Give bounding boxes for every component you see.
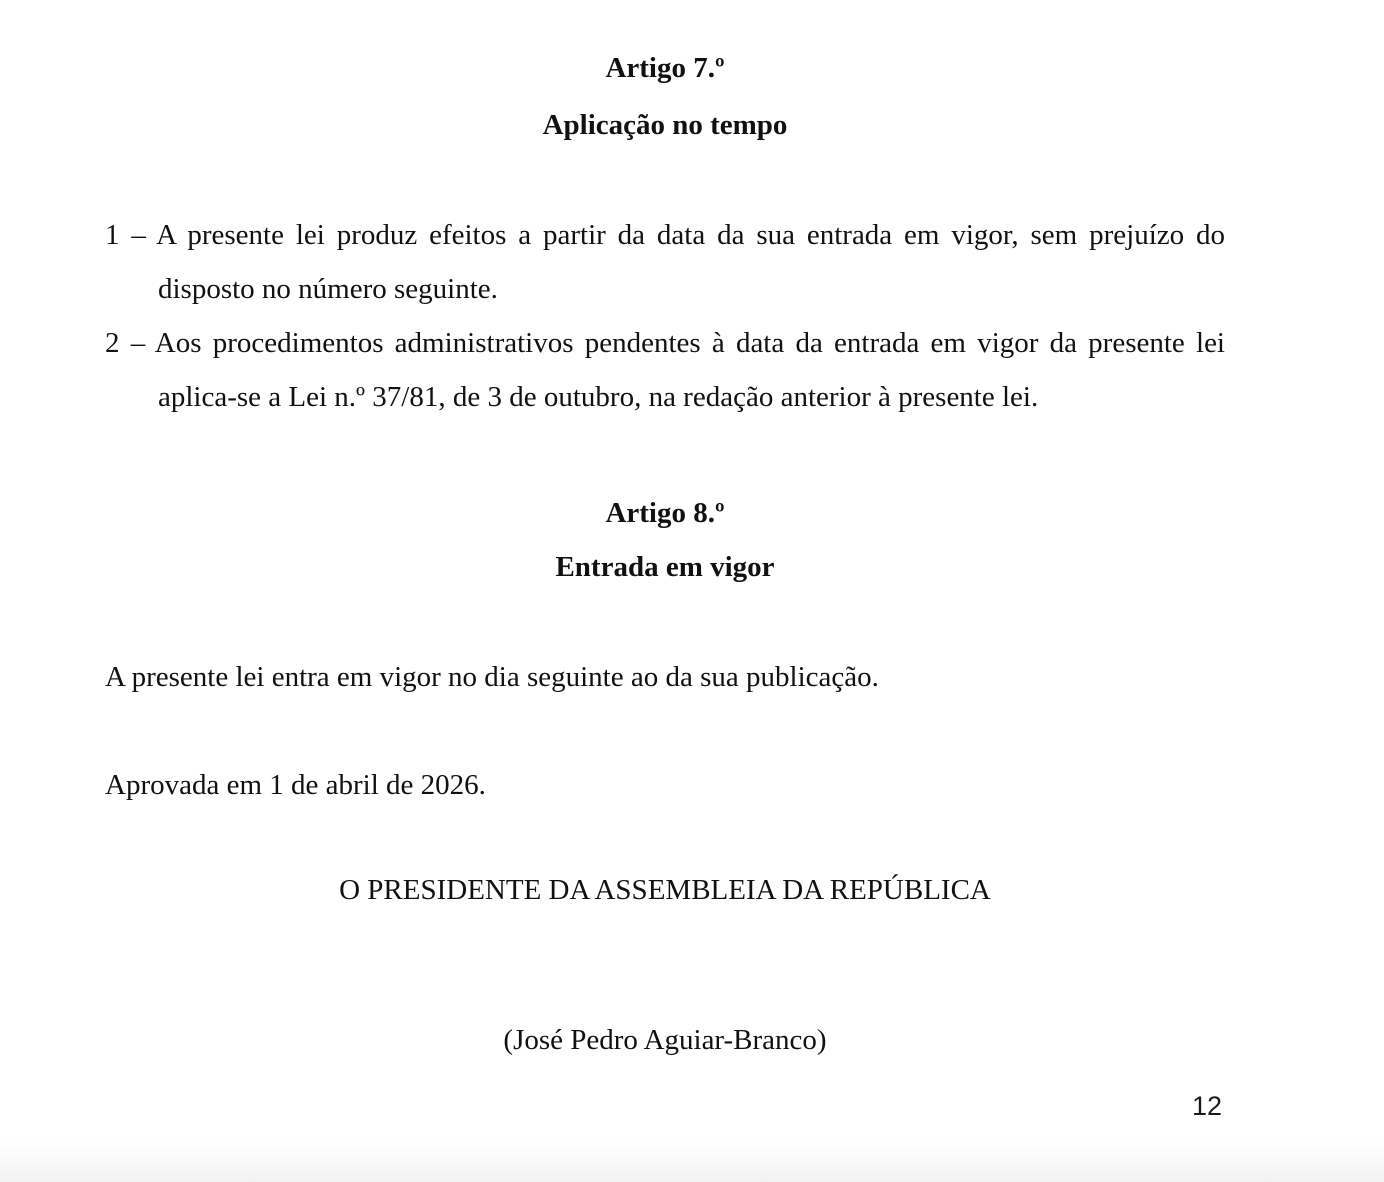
article-8-paragraph-1: A presente lei entra em vigor no dia seguinte ao da sua publicação. xyxy=(105,661,879,693)
article-7-title: Artigo 7.º xyxy=(605,52,725,84)
signatory-title: O PRESIDENTE DA ASSEMBLEIA DA REPÚBLICA xyxy=(339,874,991,906)
article-8-title: Artigo 8.º xyxy=(605,497,725,529)
article-7-paragraph-2: 2 – Aos procedimentos administrativos pendentes à data da entrada em vigor da presente lei aplica-se a Lei n.º 37/81, de 3 de outubro, na redação anterior à presente lei. xyxy=(105,327,1225,413)
signatory-name: (José Pedro Aguiar-Branco) xyxy=(503,1024,827,1056)
approval-line: Aprovada em 1 de abril de 2026. xyxy=(105,769,486,801)
page-number: 12 xyxy=(1191,1091,1222,1121)
bottom-edge-shade xyxy=(0,1140,1384,1182)
article-8-subtitle: Entrada em vigor xyxy=(555,551,775,583)
article-7-paragraph-1: 1 – A presente lei produz efeitos a partir da data da sua entrada em vigor, sem prejuízo do disposto no número seguinte. xyxy=(105,219,1225,305)
article-7-subtitle: Aplicação no tempo xyxy=(542,109,788,141)
